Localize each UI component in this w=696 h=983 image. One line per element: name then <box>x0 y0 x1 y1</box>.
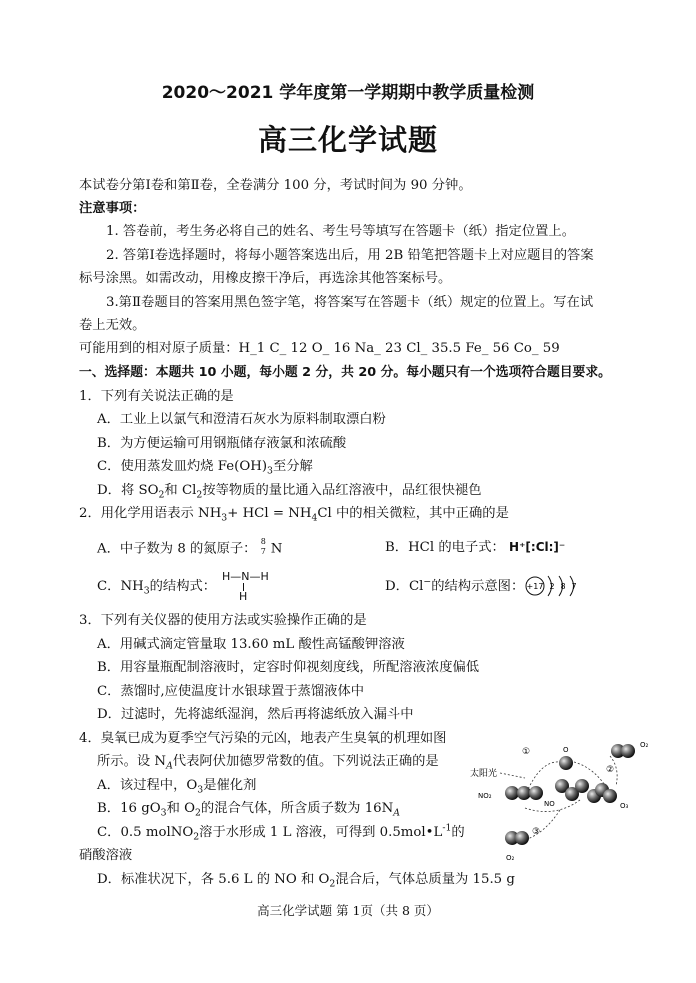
q4-d-end: 混合后，气体总质量为 15.5 g <box>335 872 515 887</box>
q1-c-text: C．使用蒸发皿灼烧 Fe(OH) <box>97 459 268 474</box>
q4-stem-2 <box>97 753 439 771</box>
q3-option-b: B．用容量瓶配制溶液时，定容时仰视刻度线，所配溶液浓度偏低 <box>97 660 480 675</box>
note-2a: 2. 答第Ⅰ卷选择题时，将每小题答案选出后，用 2B 铅笔把答题卡上对应题目的答案 <box>106 248 594 263</box>
q3-stem: 3．下列有关仪器的使用方法或实验操作正确的是 <box>79 613 367 628</box>
q4-c-text: C．0.5 molNO <box>97 825 194 840</box>
no-atom <box>575 779 589 793</box>
q1-d-text: D．将 SO <box>97 483 159 498</box>
q3-option-a: A．用碱式滴定管量取 13.60 mL 酸性高锰酸钾溶液 <box>97 637 405 652</box>
q4-b-sub1: 3 <box>160 807 167 819</box>
q1-d-text-mid: 和 Cl <box>164 483 197 498</box>
structural-formula-top: H—N—H <box>222 570 269 583</box>
q2-stem <box>79 505 509 523</box>
q1-c-sub: 3 <box>267 465 273 477</box>
q2-c-sub: 3 <box>143 585 150 597</box>
q1-c-text-end: 至分解 <box>272 459 313 474</box>
q2-stem-mid: + HCl = NH <box>227 506 312 521</box>
nuclide-notation <box>261 536 271 558</box>
q4-option-c <box>97 824 465 842</box>
q2-option-a <box>97 538 282 560</box>
step-1-label: ① <box>522 747 531 757</box>
q4-stem2-text: 所示。设 N <box>97 754 167 769</box>
o-atom <box>559 756 573 770</box>
q4-option-d <box>97 871 515 889</box>
q1-option-a: A．工业上以氯气和澄清石灰水为原料制取漂白粉 <box>97 412 386 427</box>
q1-option-d <box>97 482 482 500</box>
q4-a-sub: 3 <box>197 784 204 796</box>
arrow-step-3 <box>525 810 560 840</box>
element-symbol: N <box>270 541 283 557</box>
q2-option-c <box>97 578 216 596</box>
q4-stem2-sub: A <box>166 760 173 772</box>
q4-option-c-cont: 硝酸溶液 <box>79 848 133 863</box>
o3-atom <box>603 789 617 803</box>
intro-line: 本试卷分第Ⅰ卷和第Ⅱ卷，全卷满分 100 分，考试时间为 90 分钟。 <box>79 178 472 193</box>
exam-title: 高三化学试题 <box>257 123 438 157</box>
q4-c-sub: 2 <box>193 831 200 843</box>
q1-option-b: B．为方便运输可用钢瓶储存液氯和浓硫酸 <box>97 436 347 451</box>
q4-b-sub2: 2 <box>195 807 201 819</box>
atomic-number: 7 <box>260 547 266 556</box>
q4-d-sub: 2 <box>329 878 336 890</box>
q2-option-d <box>385 578 524 596</box>
label-o3: O₃ <box>620 802 629 810</box>
q4-b-end: 的混合气体，所含质子数为 16N <box>200 801 394 816</box>
label-no2: NO₂ <box>478 792 492 800</box>
q1-option-c <box>97 458 313 476</box>
label-no: NO <box>544 800 555 808</box>
q4-c-sup: -1 <box>442 822 452 834</box>
no2-atom <box>505 786 519 800</box>
cl-ion-structure-diagram <box>524 572 586 600</box>
q2-stem-end: Cl 中的相关微粒，其中正确的是 <box>317 506 509 521</box>
q1-d-sub2: 2 <box>196 489 203 501</box>
ozone-mechanism-figure <box>470 738 670 868</box>
q4-a-end: 是催化剂 <box>203 778 257 793</box>
q3-option-c: C．蒸馏时,应使温度计水银球置于蒸馏液体中 <box>97 684 365 699</box>
q4-stem2-end: 代表阿伏加德罗常数的值。下列说法正确的是 <box>172 754 439 769</box>
step-3-label: ③ <box>532 827 541 837</box>
q4-b-text: B．16 gO <box>97 801 161 816</box>
q4-stem-1: 4．臭氧已成为夏季空气污染的元凶，地表产生臭氧的机理如图 <box>79 731 447 746</box>
note-3b: 卷上无效。 <box>79 318 146 333</box>
q2-c-text-end: 的结构式： <box>149 579 217 594</box>
nucleus-charge: +17 <box>526 582 544 591</box>
q2-c-text: C．NH <box>97 579 144 594</box>
label-o2-top: O₂ <box>640 741 649 749</box>
page-footer: 高三化学试题 第 1页（共 8 页） <box>257 903 439 918</box>
label-o: O <box>563 746 569 754</box>
mass-number: 8 <box>260 537 266 546</box>
q4-option-a <box>97 777 256 795</box>
o2-molecule-atom <box>621 744 635 758</box>
q4-c-mid: 溶于水形成 1 L 溶液，可得到 0.5mol•L <box>199 825 443 840</box>
section-1-heading: 一、选择题：本题共 10 小题，每小题 2 分，共 20 分。每小题只有一个选项符合题目要求。 <box>79 365 611 380</box>
sunlight-label: 太阳光 <box>470 769 498 779</box>
structural-formula-bottom: H <box>239 590 248 603</box>
q4-d-text: D．标准状况下，各 5.6 L 的 NO 和 O <box>97 872 330 887</box>
notes-heading: 注意事项： <box>79 201 146 216</box>
q3-option-d: D．过滤时，先将滤纸湿润，然后再将滤纸放入漏斗中 <box>97 707 414 722</box>
o2-bottom-atom <box>515 831 529 845</box>
q2-d-text-end: 的结构示意图： <box>431 579 525 594</box>
q2-option-b <box>385 538 565 557</box>
q1-d-text-end: 按等物质的量比通入品红溶液中，品红很快褪色 <box>202 483 482 498</box>
atomic-masses: 可能用到的相对原子质量：H_1 C_ 12 O_ 16 Na_ 23 Cl_ 35.5 Fe_ 56 Co_ 59 <box>79 341 560 356</box>
q4-option-b <box>97 800 400 818</box>
exam-subtitle: 2020～2021 学年度第一学期期中教学质量检测 <box>161 83 535 103</box>
q2-stem-text: 2．用化学用语表示 NH <box>79 506 222 521</box>
note-3a: 3.第Ⅱ卷题目的答案用黑色签字笔，将答案写在答题卡（纸）规定的位置上。写在试 <box>106 295 594 310</box>
q4-c-end: 的 <box>451 825 465 840</box>
electron-formula: H⁺[:Cl:]⁻ <box>509 540 566 554</box>
shell-1-electrons: 2 <box>549 582 555 591</box>
no2-atom <box>529 786 543 800</box>
q2-a-text: A．中子数为 8 的氮原子： <box>97 541 257 557</box>
shell-2-electrons: 8 <box>560 582 566 591</box>
note-2b: 标号涂黑。如需改动，用橡皮擦干净后，再选涂其他答案标号。 <box>79 271 452 286</box>
q2-b-text: B．HCl 的电子式： <box>385 540 505 555</box>
q4-b-mid: 和 O <box>166 801 195 816</box>
step-2-label: ② <box>606 765 615 775</box>
no2-atom <box>517 786 531 800</box>
q1-d-sub1: 2 <box>158 489 165 501</box>
q4-a-text: A．该过程中，O <box>97 778 198 793</box>
q1-stem: 1．下列有关说法正确的是 <box>79 389 234 404</box>
q2-d-sup: − <box>423 576 432 588</box>
nh3-structural-formula <box>222 570 282 606</box>
q2-stem-sub1: 3 <box>221 512 228 524</box>
q4-b-sub3: A <box>393 807 400 819</box>
q2-d-text: D．Cl <box>385 579 424 594</box>
shell-3-electrons: 7 <box>571 582 577 591</box>
sunlight-arrow <box>500 773 525 778</box>
note-1: 1. 答卷前，考生务必将自己的姓名、考生号等填写在答题卡（纸）指定位置上。 <box>106 224 576 239</box>
label-o2-bottom: O₂ <box>506 854 515 862</box>
q2-stem-sub2: 4 <box>311 512 318 524</box>
